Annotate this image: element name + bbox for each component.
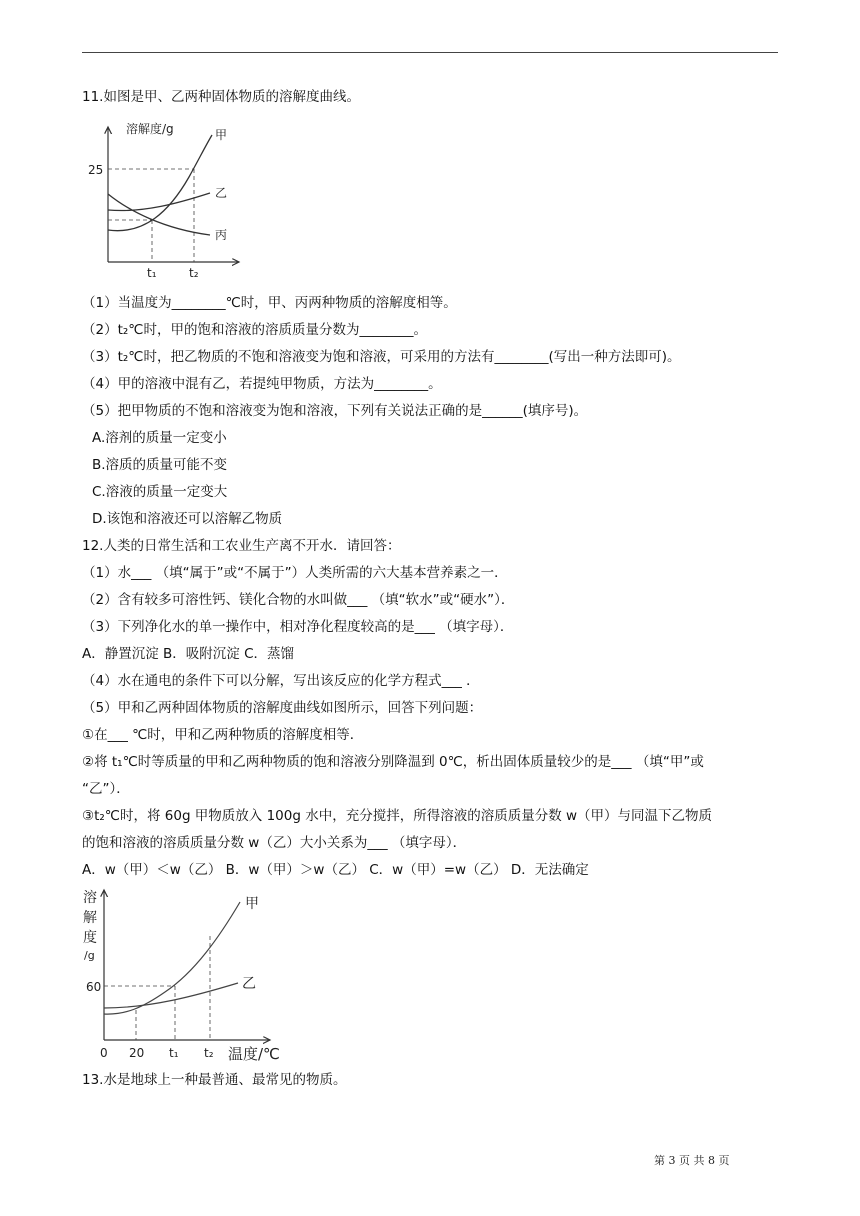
q11-option-d: D.该饱和溶液还可以溶解乙物质 bbox=[92, 511, 283, 527]
q12-y-label-4: /g bbox=[84, 949, 95, 962]
q12-title: 12.人类的日常生活和工农业生产离不开水．请回答： bbox=[82, 538, 401, 554]
q12-item-3-options: A．静置沉淀 B．吸附沉淀 C．蒸馏 bbox=[82, 646, 295, 662]
q12-x-axis-label: 温度/℃ bbox=[228, 1045, 280, 1063]
q11-curve-jia bbox=[108, 135, 212, 231]
q12-item-1: （1）水___ （填“属于”或“不属于”）人类所需的六大基本营养素之一． bbox=[82, 565, 508, 581]
q11-item-4: （4）甲的溶液中混有乙，若提纯甲物质，方法为________。 bbox=[82, 376, 442, 392]
q11-curve-yi bbox=[108, 193, 210, 211]
q12-item-5: （5）甲和乙两种固体物质的溶解度曲线如图所示，回答下列问题： bbox=[82, 700, 483, 716]
q11-x-tick-t1: t₁ bbox=[147, 266, 157, 280]
q12-sub-2-cont: “乙”）． bbox=[82, 781, 130, 797]
q11-title: 11.如图是甲、乙两种固体物质的溶解度曲线。 bbox=[82, 89, 360, 105]
q12-x-tick-t2: t₂ bbox=[204, 1046, 214, 1060]
q12-sub-3: ③t₂℃时，将 60g 甲物质放入 100g 水中，充分搅拌，所得溶液的溶质质量分数 w（甲）与同温下乙物质 bbox=[82, 808, 713, 824]
q12-item-3: （3）下列净化水的单一操作中，相对净化程度较高的是___ （填字母）． bbox=[82, 619, 514, 635]
q11-option-a: A.溶剂的质量一定变小 bbox=[92, 430, 227, 446]
q12-y-tick-60: 60 bbox=[86, 980, 102, 994]
q12-label-jia: 甲 bbox=[245, 896, 259, 912]
q12-label-yi: 乙 bbox=[242, 976, 256, 992]
q11-label-jia: 甲 bbox=[215, 128, 228, 142]
q12-sub-3-cont: 的饱和溶液的溶质质量分数 w（乙）大小关系为___ （填字母）． bbox=[82, 835, 467, 851]
page-footer: 第 3 页 共 8 页 bbox=[654, 1154, 730, 1167]
q12-x-tick-t1: t₁ bbox=[169, 1046, 179, 1060]
q11-option-c: C.溶液的质量一定变大 bbox=[92, 484, 228, 500]
q11-y-axis-label: 溶解度/g bbox=[126, 122, 174, 136]
q12-curve-jia bbox=[104, 902, 240, 1014]
q11-x-tick-t2: t₂ bbox=[189, 266, 199, 280]
header-rule bbox=[82, 52, 778, 53]
q12-curve-yi bbox=[104, 983, 238, 1008]
q11-item-3: （3）t₂℃时，把乙物质的不饱和溶液变为饱和溶液，可采用的方法有________(写出一种方法即可)。 bbox=[82, 349, 681, 365]
q12-x-tick-0: 0 bbox=[100, 1046, 108, 1060]
q12-sub-2: ②将 t₁℃时等质量的甲和乙两种物质的饱和溶液分别降温到 0℃，析出固体质量较少的是___ （填“甲”或 bbox=[82, 754, 704, 770]
q12-y-label-3: 度 bbox=[83, 930, 97, 946]
q12-sub-1: ①在___ ℃时，甲和乙两种物质的溶解度相等． bbox=[82, 727, 364, 743]
q12-item-2: （2）含有较多可溶性钙、镁化合物的水叫做___ （填“软水”或“硬水”）． bbox=[82, 592, 515, 608]
q11-y-tick-25: 25 bbox=[88, 163, 104, 177]
q11-label-bing: 丙 bbox=[215, 228, 228, 242]
q11-solubility-chart bbox=[84, 117, 244, 285]
q13-title: 13.水是地球上一种最普通、最常见的物质。 bbox=[82, 1072, 347, 1088]
q12-y-label-2: 解 bbox=[83, 910, 97, 926]
q12-y-label-1: 溶 bbox=[83, 890, 97, 906]
q12-item-4: （4）水在通电的条件下可以分解，写出该反应的化学方程式___ ． bbox=[82, 673, 480, 689]
q12-x-tick-20: 20 bbox=[129, 1046, 145, 1060]
q11-item-5: （5）把甲物质的不饱和溶液变为饱和溶液，下列有关说法正确的是______(填序号)。 bbox=[82, 403, 588, 419]
q11-option-b: B.溶质的质量可能不变 bbox=[92, 457, 228, 473]
q12-solubility-chart bbox=[80, 884, 290, 1064]
q11-item-1: （1）当温度为________℃时，甲、丙两种物质的溶解度相等。 bbox=[82, 295, 457, 311]
q12-sub-3-options: A．w（甲）＜w（乙） B．w（甲）＞w（乙） C．w（甲）=w（乙） D．无法确定 bbox=[82, 862, 589, 878]
q11-item-2: （2）t₂℃时，甲的饱和溶液的溶质质量分数为________。 bbox=[82, 322, 427, 338]
q11-label-yi: 乙 bbox=[215, 186, 228, 200]
